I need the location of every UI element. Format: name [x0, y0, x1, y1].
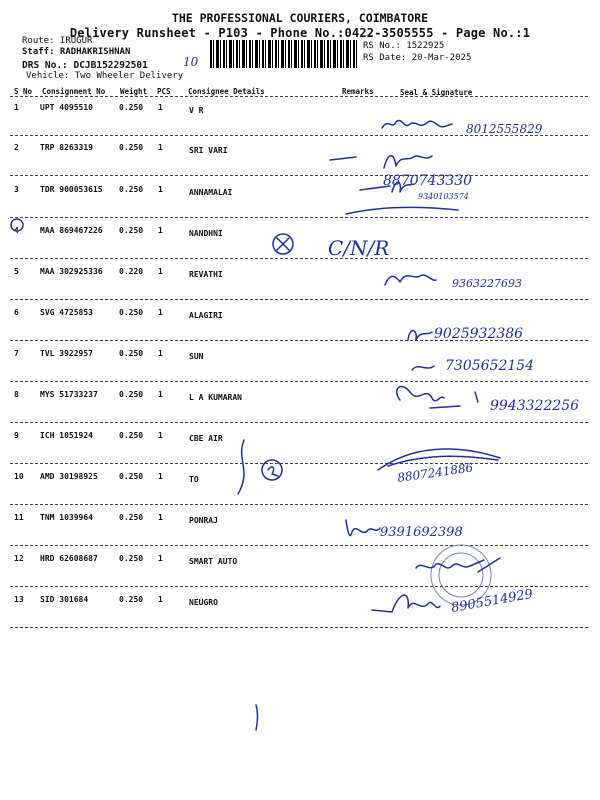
row-weight: 0.250: [119, 390, 144, 399]
col-header-seal: Seal & Signature: [400, 88, 473, 97]
row-pcs: 1: [158, 349, 163, 358]
handwritten-phone-1: 8012555829: [466, 122, 543, 136]
row-consignee: V R: [189, 106, 204, 115]
row-pcs: 1: [158, 185, 163, 194]
row-pcs: 1: [158, 472, 163, 481]
row-consignment-no: TNM 1039964: [40, 513, 93, 522]
row-sno: 5: [14, 267, 19, 276]
handwritten-phone-3: 9340103574: [418, 192, 469, 201]
row-consignee: TO: [189, 475, 199, 484]
row-pcs: 1: [158, 390, 163, 399]
row-consignment-no: SVG 4725853: [40, 308, 93, 317]
row-consignee: ANNAMALAI: [189, 188, 233, 197]
row-weight: 0.250: [119, 349, 144, 358]
col-header-sno: S No: [14, 87, 33, 96]
row-consignee: REVATHI: [189, 270, 223, 279]
row-pcs: 1: [158, 431, 163, 440]
row-consignment-no: MAA 869467226: [40, 226, 103, 235]
row-weight: 0.250: [119, 308, 144, 317]
row-consignment-no: UPT 4095510: [40, 103, 93, 112]
row-sno: 9: [14, 431, 19, 440]
row-consignee: SUN: [189, 352, 204, 361]
row-consignee: NEUGRO: [189, 598, 218, 607]
company-name: THE PROFESSIONAL COURIERS, COIMBATORE: [171, 11, 429, 25]
handwritten-cnr: C/N/R: [328, 236, 390, 260]
row-pcs: 1: [158, 308, 163, 317]
runsheet-title: Delivery Runsheet - P103 - Phone No.:0422-3505555 - Page No.:1: [69, 26, 531, 40]
handwritten-number-10: 10: [183, 55, 199, 69]
row-pcs: 1: [158, 513, 163, 522]
row-weight: 0.250: [119, 554, 144, 563]
row-pcs: 1: [158, 103, 163, 112]
row-weight: 0.250: [119, 431, 144, 440]
col-header-pcs: PCS: [157, 87, 171, 96]
col-header-weight: Weight: [120, 87, 148, 96]
row-consignee: PONRAJ: [189, 516, 218, 525]
row-consignee: ALAGIRI: [189, 311, 223, 320]
rs-date: RS Date: 20-Mar-2025: [363, 53, 472, 63]
row-pcs: 1: [158, 226, 163, 235]
row-weight: 0.250: [119, 226, 144, 235]
row-consignment-no: SID 301684: [40, 595, 89, 604]
row-pcs: 1: [158, 595, 163, 604]
row-sno: 10: [14, 472, 24, 481]
row-weight: 0.250: [119, 472, 144, 481]
row-consignment-no: TVL 3922957: [40, 349, 93, 358]
row-sno: 2: [14, 143, 19, 152]
row-consignee: L A KUMARAN: [189, 393, 242, 402]
row-consignment-no: TRP 8263319: [40, 143, 93, 152]
staff-label: Staff: RADHAKRISHNAN: [22, 47, 131, 57]
row-pcs: 1: [158, 143, 163, 152]
row-sno: 3: [14, 185, 19, 194]
row-sno: 8: [14, 390, 19, 399]
handwritten-phone-7b: 7305652154: [445, 358, 535, 374]
row-consignment-no: MAA 302925336: [40, 267, 103, 276]
row-consignment-no: MYS 51733237: [40, 390, 98, 399]
handwritten-phone-10: 8807241886: [396, 460, 475, 485]
row-weight: 0.220: [119, 267, 144, 276]
row-consignee: SRI VARI: [189, 146, 228, 155]
handwritten-phone-2: 8870743330: [383, 173, 473, 189]
row-sno: 4: [14, 226, 19, 235]
row-sno: 1: [14, 103, 19, 112]
row-sno: 13: [14, 595, 24, 604]
row-consignee: CBE AIR: [189, 434, 223, 443]
rs-number: RS No.: 1522925: [363, 41, 445, 51]
row-weight: 0.250: [119, 513, 144, 522]
handwritten-phone-5: 9363227693: [452, 277, 522, 290]
row-weight: 0.250: [119, 143, 144, 152]
row-weight: 0.250: [119, 103, 144, 112]
row-consignment-no: HRD 62608687: [40, 554, 98, 563]
row-pcs: 1: [158, 267, 163, 276]
col-header-consignment: Consignment No: [42, 87, 106, 96]
row-sno: 12: [14, 554, 24, 563]
row-consignment-no: AMD 30198925: [40, 472, 98, 481]
row-sno: 7: [14, 349, 19, 358]
col-header-remarks: Remarks: [342, 87, 374, 96]
col-header-consignee: Consignee Details: [188, 87, 265, 96]
handwritten-phone-11: 9391692398: [380, 525, 463, 540]
row-consignee: NANDHNI: [189, 229, 223, 238]
row-weight: 0.250: [119, 185, 144, 194]
row-sno: 11: [14, 513, 24, 522]
handwritten-phone-13: 8905514929: [450, 586, 535, 616]
route-label: Route: IRUGUR: [22, 36, 93, 46]
handwritten-phone-8: 9943322256: [490, 398, 580, 414]
row-sno: 6: [14, 308, 19, 317]
row-weight: 0.250: [119, 595, 144, 604]
row-consignment-no: ICH 1051924: [40, 431, 93, 440]
row-consignee: SMART AUTO: [189, 557, 238, 566]
vehicle-label: Vehicle: Two Wheeler Delivery: [26, 71, 184, 81]
handwritten-phone-7a: 9025932386: [434, 326, 524, 342]
row-pcs: 1: [158, 554, 163, 563]
drs-number: DRS No.: DCJB152292501: [22, 60, 148, 71]
row-consignment-no: TDR 900053615: [40, 185, 103, 194]
